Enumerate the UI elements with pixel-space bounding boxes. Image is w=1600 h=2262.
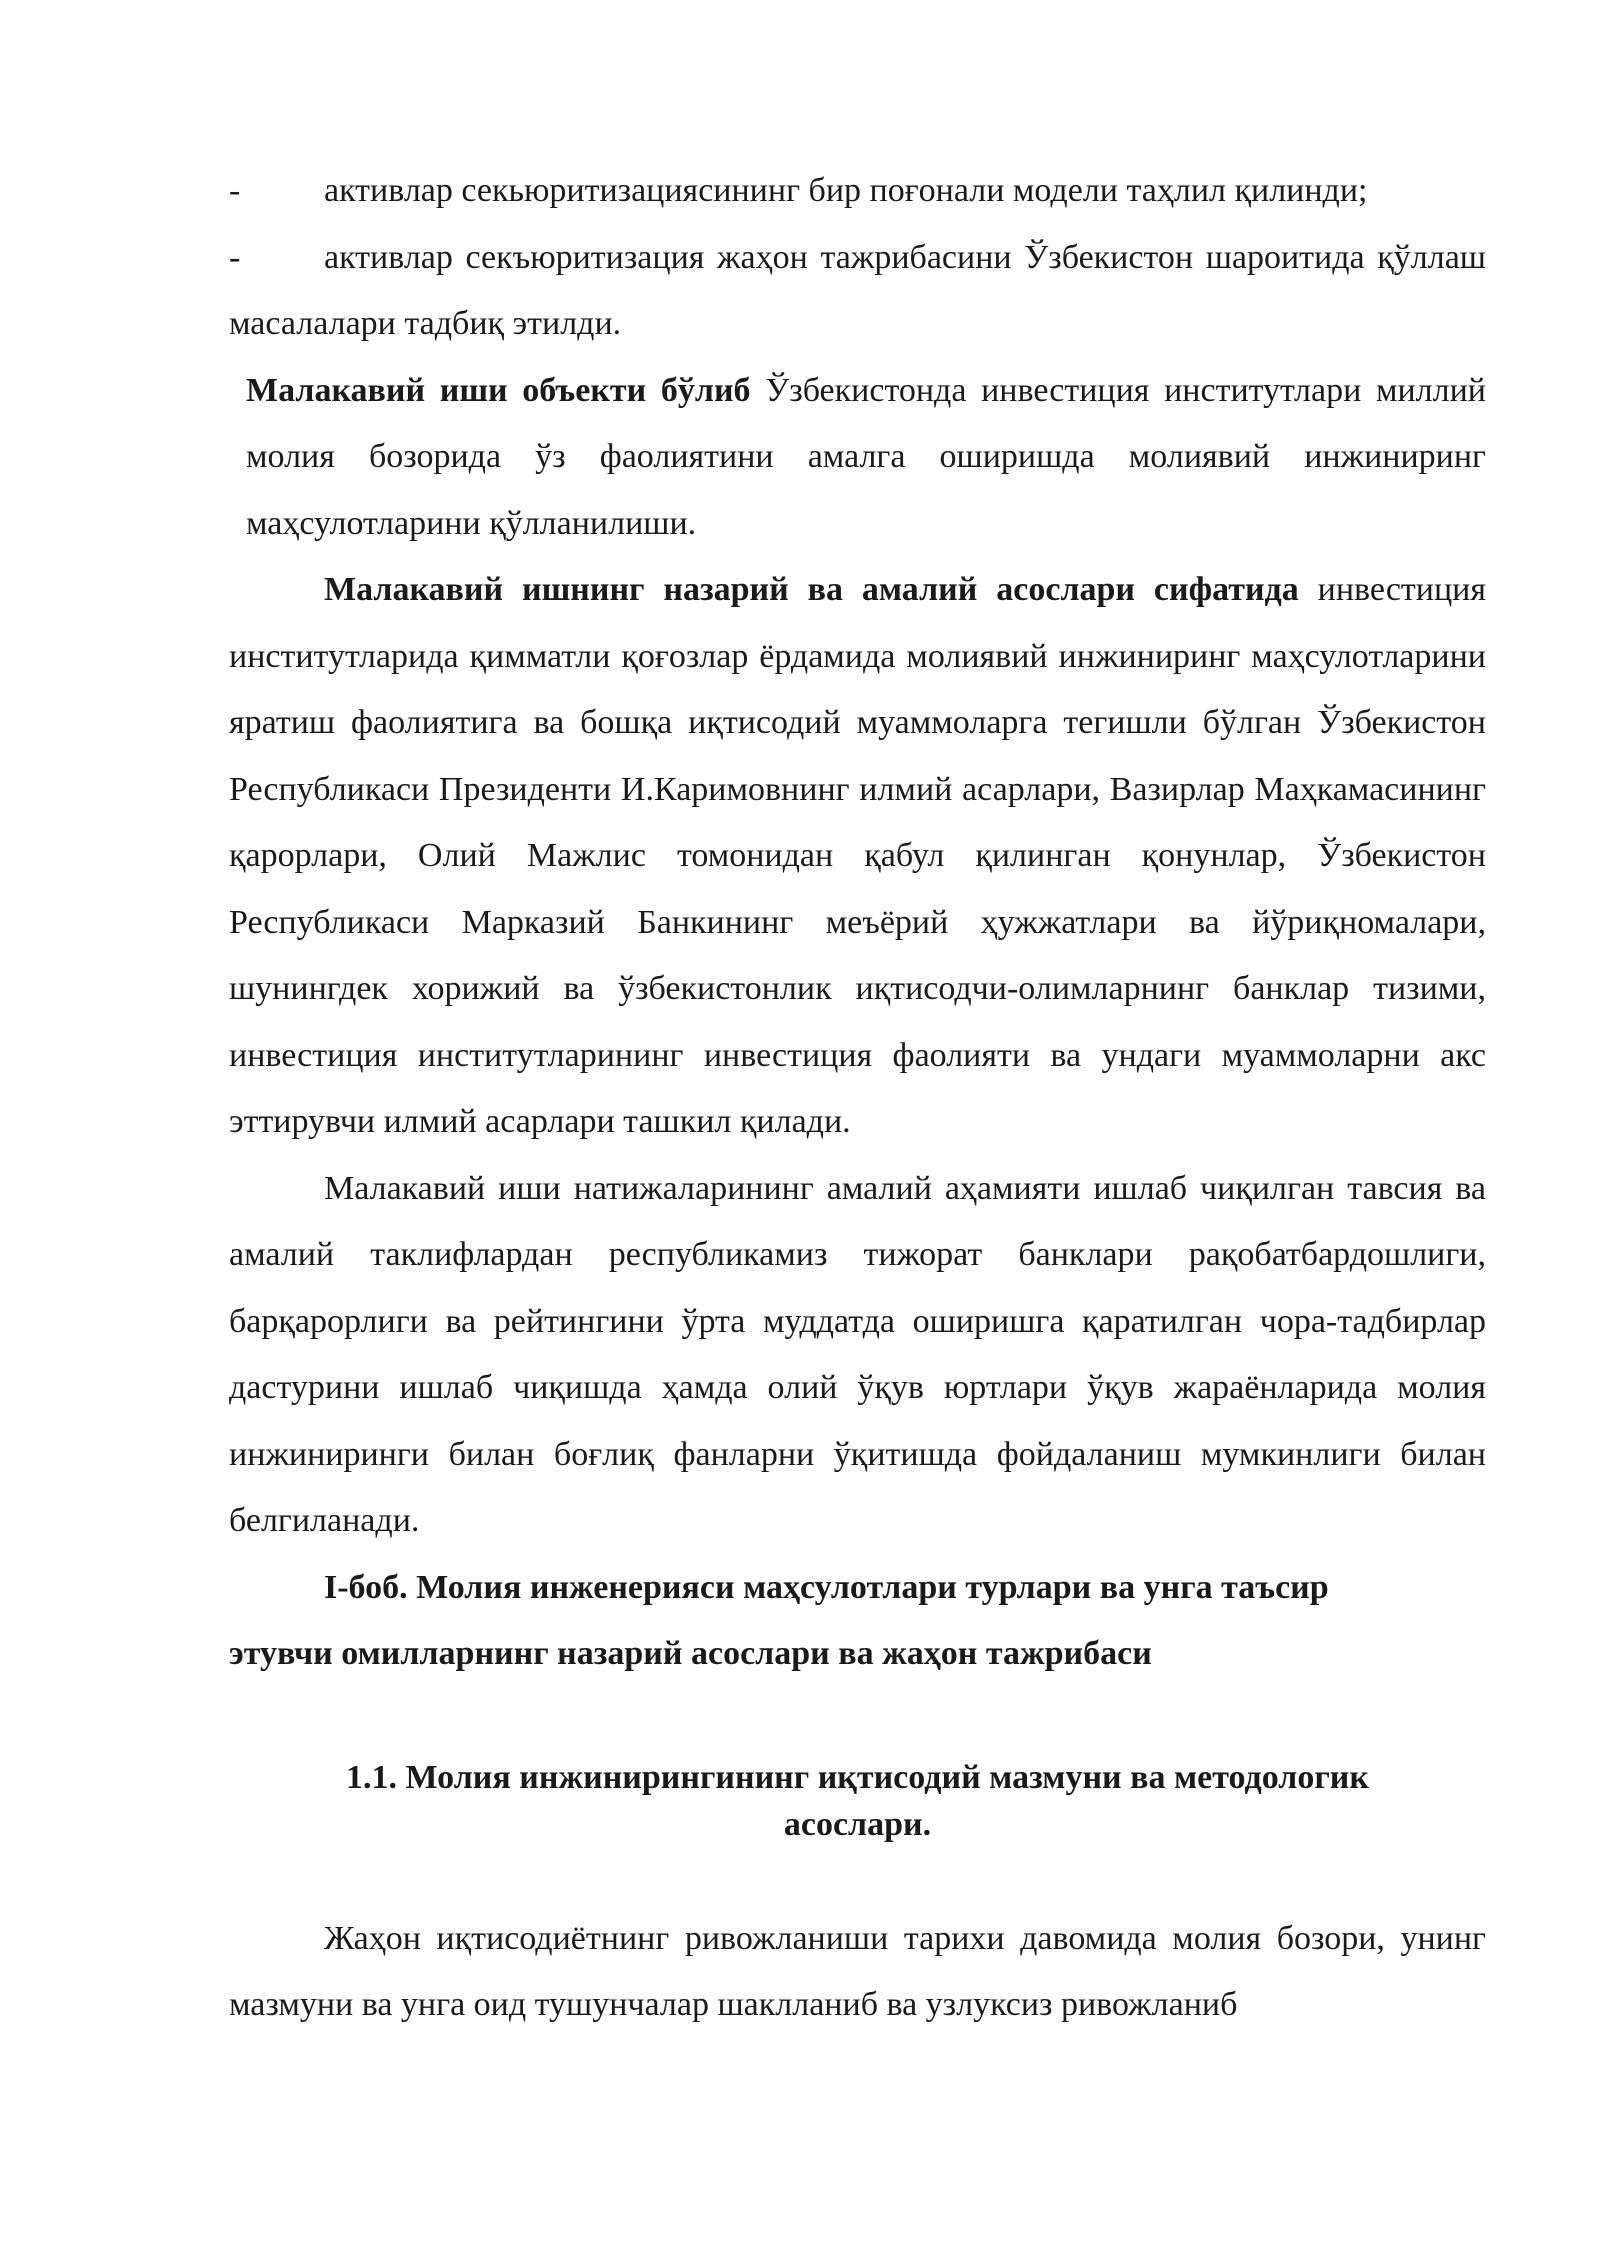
theory-paragraph [229, 557, 1486, 1156]
section-title-line: 1.1. Молия инжинирингининг иқтисодий мазмуни ва методологик [346, 1758, 1369, 1796]
object-heading: Малакавий иши объекти бўлиб [246, 371, 751, 409]
object-text: Ўзбекистонда инвестиция институтлари миллий молия бозорида ўз фаолиятини амалга оширишда молиявий инжиниринг маҳсулотларини қўлланилиши. [246, 371, 1486, 542]
document-body [229, 158, 1486, 2039]
bullet-item [229, 158, 1486, 225]
bullet-text: активлар секъюритизация жаҳон тажрибасини Ўзбекистон шароитида қўллаш масалалари тадбиқ этилди. [229, 238, 1486, 342]
bullet-item [229, 225, 1486, 358]
practical-paragraph: Малакавий иши натижаларининг амалий аҳамияти ишлаб чиқилган тавсия ва амалий таклифлардан республикамиз тижорат банклари рақобатбардошлиги, барқарорлиги ва рейтингини ўрта муддатда оширишга қаратилган чора-тадбирлар дастурини ишлаб чиқишда ҳамда олий ўқув юртлари ўқув жараёнларида молия инжиниринги билан боғлиқ фанларни ўқитишда фойдаланиш мумкинлиги билан белгиланади. [229, 1169, 1486, 1539]
section-title [229, 1754, 1486, 1848]
chapter-title-line: этувчи омилларнинг назарий асослари ва жаҳон тажрибаси [229, 1635, 1152, 1672]
bullet-text: активлар секьюритизациясининг бир поғонали модели таҳлил қилинди; [324, 172, 1368, 209]
bullet-dash: - [229, 238, 241, 276]
theory-heading: Малакавий ишнинг назарий ва амалий асослари сифатида [324, 571, 1299, 608]
bullet-dash: - [229, 172, 241, 209]
object-paragraph [229, 358, 1486, 558]
section-title-line: асослари. [783, 1805, 932, 1843]
theory-text: инвестиция институтларида қимматли қоғозлар ёрдамида молиявий инжиниринг маҳсулотларини яратиш фаолиятига ва бошқа иқтисодий муаммоларга тегишли бўлган Ўзбекистон Республикаси Президенти И.Каримовнинг илмий асарлари, Вазирлар Маҳкамасининг қарорлари, Олий Мажлис томонидан қабул қилинган қонунлар, Ўзбекистон Республикаси Марказий Банкининг меъёрий ҳужжатлари ва йўриқномалари, шунингдек хорижий ва ўзбекистонлик иқтисодчи-олимларнинг банклар тизими, инвестиция институтларининг инвестиция фаолияти ва ундаги муаммоларни акс эттирувчи илмий асарлари ташкил қилади. [229, 571, 1487, 1140]
intro-paragraph: Жаҳон иқтисодиётнинг ривожланиши тарихи давомида молия бозори, унинг мазмуни ва унга оид тушунчалар шаклланиб ва узлуксиз ривожланиб [229, 1919, 1486, 2023]
chapter-title [229, 1555, 1486, 1688]
chapter-title-line: I-боб. Молия инженерияси маҳсулотлари турлари ва унга таъсир [324, 1568, 1329, 1606]
